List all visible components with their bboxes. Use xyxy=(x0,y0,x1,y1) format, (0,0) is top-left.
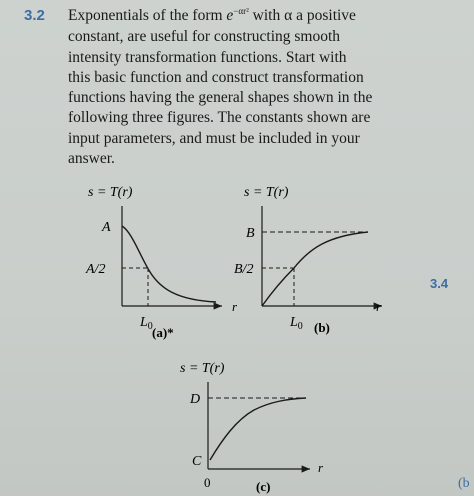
figure-a-y-mid-label: A/2 xyxy=(86,262,106,277)
figure-b-ylabel: s = T(r) xyxy=(244,185,289,200)
figure-a-ylabel: s = T(r) xyxy=(88,185,133,200)
figure-a-curve xyxy=(122,226,216,302)
figure-c-ylabel: s = T(r) xyxy=(180,361,225,376)
figure-a-l0-label: $L_0$ xyxy=(140,315,153,332)
figure-b-y-top-label: B xyxy=(246,226,255,241)
problem-number: 3.2 xyxy=(24,7,45,24)
statement-line-7: input parameters, and must be included in your xyxy=(68,129,360,147)
statement-line-4: this basic function and construct transformation xyxy=(68,68,364,86)
exp-superscript: −αr² xyxy=(233,6,249,16)
figure-c-caption: (c) xyxy=(256,479,271,494)
exp-base: e xyxy=(226,7,234,24)
figure-c-r-label: r xyxy=(318,460,324,475)
figure-a-r-label: r xyxy=(232,299,238,314)
bottom-right-label: (b xyxy=(458,476,470,491)
figure-c xyxy=(170,356,350,496)
statement-line-3: intensity transformation functions. Start with xyxy=(68,48,347,66)
statement-line-2: constant, are useful for constructing smooth xyxy=(68,28,341,46)
figure-a-y-top-label: A xyxy=(102,220,111,235)
figure-b-caption: (b) xyxy=(314,320,330,335)
figure-b-y-mid-label: B/2 xyxy=(234,262,254,277)
figure-c-y-low-label: C xyxy=(192,454,202,469)
figure-c-origin-label: 0 xyxy=(204,475,211,490)
figure-a xyxy=(80,180,250,340)
figure-b-r-label: r xyxy=(376,299,382,314)
figure-b xyxy=(232,180,410,340)
problem-statement xyxy=(68,6,468,169)
figure-b-curve xyxy=(262,232,368,306)
statement-line-1: Exponentials of the form $e^{-\alpha r^2}$ with α a positive xyxy=(68,6,356,24)
figure-c-y-top-label: D xyxy=(190,392,201,407)
statement-line-5: functions having the general shapes shown in the xyxy=(68,89,373,107)
figure-b-l0-label: $L_0$ xyxy=(290,315,303,332)
figure-c-curve xyxy=(210,398,306,460)
next-problem-number: 3.4 xyxy=(430,276,449,291)
statement-line-8: answer. xyxy=(68,150,115,168)
figure-a-caption: (a)* xyxy=(152,325,174,340)
statement-line-6: following three figures. The constants shown are xyxy=(68,109,371,127)
